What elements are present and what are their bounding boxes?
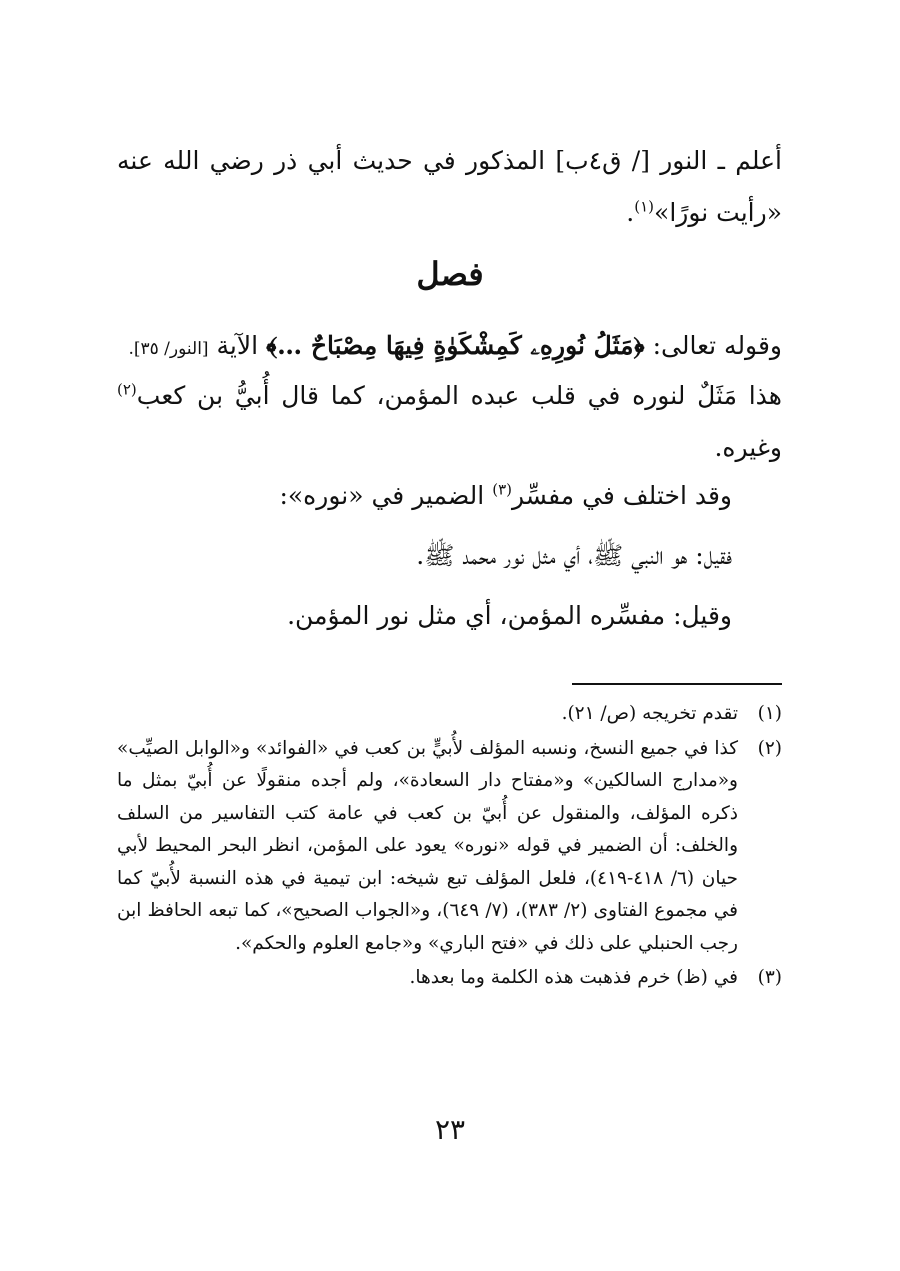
- paragraph-text: وقد اختلف في مفسِّر: [511, 481, 732, 510]
- footnote-2: [117, 733, 782, 961]
- body-paragraph-3: [117, 370, 782, 474]
- body-paragraph-5: فقيل: هو النبي ﷺ، أي مثل نور محمد ﷺ.: [416, 541, 732, 570]
- footnote-1: [117, 698, 782, 731]
- footnote-ref-1: (١): [634, 197, 655, 216]
- footnote-number: (٢): [757, 737, 782, 759]
- footnote-text: كذا في جميع النسخ، ونسبه المؤلف لأُبيٍّ بن كعب في «الفوائد» و«الوابل الصيِّب» و«مدارج السالكين» و«مفتاح دار السعادة»، ولم أجده منقولًا عن أُبيّ بمثل ما ذكره المؤلف، والمنقول عن أُبيّ بن كعب في عامة كتب التفاسير من السلف والخلف: أن الضمير في قوله «نوره» يعود على المؤمن، انظر البحر المحيط لأبي حيان (٦/ ٤١٨-٤١٩)، فلعل المؤلف تبع شيخه: ابن تيمية في هذه النسبة لأُبيّ كما في مجموع الفتاوى (٢/ ٣٨٣)، (٧/ ٦٤٩)، و«الجواب الصحيح»، كما تبعه الحافظ ابن رجب الحنبلي على ذلك في «فتح الباري» و«جامع العلوم والحكم».: [117, 737, 738, 954]
- paragraph-end: الضمير في «نوره»:: [279, 481, 485, 510]
- paragraph-text: أعلم ـ النور [/ ق٤ب] المذكور في حديث أبي ذر رضي الله عنه «رأيت نورًا»: [117, 146, 782, 227]
- footnote-number: (٣): [757, 967, 782, 988]
- footnote-separator: [572, 683, 782, 685]
- page-number: ٢٣: [434, 1113, 466, 1146]
- section-heading: فصل: [416, 255, 484, 293]
- aya-label: الآية: [216, 331, 259, 360]
- paragraph-text: وقوله تعالى:: [652, 331, 782, 360]
- footnote-ref-2: (٢): [117, 380, 137, 399]
- footnote-3: [117, 962, 782, 995]
- paragraph-end: وغيره.: [714, 433, 782, 462]
- body-paragraph-2: [117, 320, 782, 375]
- paragraph-text: هذا مَثَلٌ لنوره في قلب عبده المؤمن، كما قال أُبيُّ بن كعب: [136, 381, 782, 410]
- body-paragraph-6: وقيل: مفسِّره المؤمن، أي مثل نور المؤمن.: [287, 601, 732, 630]
- footnote-number: (١): [757, 703, 782, 724]
- body-paragraph-1: [117, 135, 782, 239]
- footnote-text: تقدم تخريجه (ص/ ٢١).: [561, 703, 738, 724]
- footnote-text: في (ظ) خرم فذهبت هذه الكلمة وما بعدها.: [409, 967, 738, 988]
- footnote-ref-3: (٣): [492, 480, 512, 499]
- quran-verse: ﴿مَثَلُ نُورِهِۦ كَمِشْكَوٰةٍ فِيهَا مِصْبَاحٌ …﴾: [266, 331, 645, 360]
- footnotes: [117, 698, 782, 997]
- paragraph-end: .: [626, 198, 635, 227]
- verse-citation: [النور/ ٣٥].: [128, 339, 209, 359]
- body-paragraph-4: [117, 470, 732, 522]
